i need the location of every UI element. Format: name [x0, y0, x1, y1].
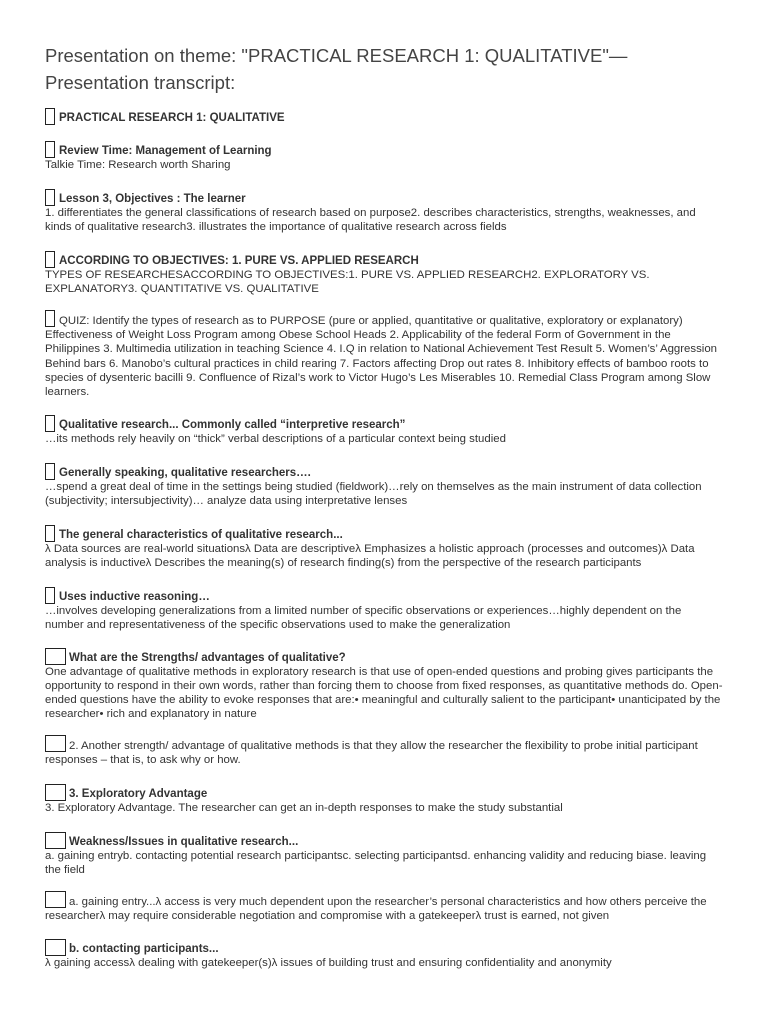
slide-7	[45, 460, 723, 508]
slide-7-heading: Generally speaking, qualitative researchers….	[59, 467, 311, 480]
slide-11	[45, 735, 723, 767]
slide-9-heading: Uses inductive reasoning…	[59, 591, 210, 604]
slide-1	[45, 105, 723, 125]
slide-thumbnail-placeholder-icon[interactable]	[45, 525, 55, 542]
slide-6-heading: Qualitative research... Commonly called “interpretive research”	[59, 419, 406, 432]
slide-13-heading: Weakness/Issues in qualitative research...	[69, 835, 299, 848]
slide-8-body: λ Data sources are real-world situationsλ Data are descriptiveλ Emphasizes a holistic approach (processes and outcomes)λ Data analysis is inductiveλ Describes the meaning(s) of research finding(s) from the perspective of the research participants	[45, 543, 695, 570]
slide-4-heading: ACCORDING TO OBJECTIVES: 1. PURE VS. APPLIED RESEARCH	[59, 255, 419, 267]
slide-10-header	[45, 645, 723, 665]
slide-9-header	[45, 584, 723, 604]
slide-15-header	[45, 936, 723, 956]
slide-15-heading: b. contacting participants...	[69, 943, 219, 956]
slide-15	[45, 936, 723, 970]
slide-thumbnail-placeholder-icon[interactable]	[45, 735, 66, 752]
slide-thumbnail-placeholder-icon[interactable]	[45, 415, 55, 432]
slide-5	[45, 310, 723, 399]
slide-thumbnail-placeholder-icon[interactable]	[45, 189, 55, 206]
slide-thumbnail-placeholder-icon[interactable]	[45, 463, 55, 480]
slide-thumbnail-placeholder-icon[interactable]	[45, 251, 55, 268]
slide-11-body: 2. Another strength/ advantage of qualitative methods is that they allow the researcher the flexibility to probe initial participant responses – that is, to ask why or how.	[45, 740, 698, 767]
slide-7-header	[45, 460, 723, 480]
slide-thumbnail-placeholder-icon[interactable]	[45, 939, 66, 956]
slide-3-body: 1. differentiates the general classifications of research based on purpose2. describes characteristics, strengths, weaknesses, and kinds of qualitative research3. illustrates the importance of qualitative research across fields	[45, 207, 696, 233]
slide-10-body: One advantage of qualitative methods in exploratory research is that use of open-ended questions and probing gives participants the opportunity to respond in their own words, rather than forcing them to choose from fixed responses, as quantitative methods do. Open-ended questions have the ability to evoke responses that are:• meaningful and culturally salient to the participant• unanticipated by the researcher• rich and explanatory in nature	[45, 666, 723, 721]
slide-thumbnail-placeholder-icon[interactable]	[45, 784, 66, 801]
slide-7-body: …spend a great deal of time in the settings being studied (fieldwork)…rely on themselves as the main instrument of data collection (subjectivity; intersubjectivity)… analyze data using interpretative lenses	[45, 481, 702, 508]
slide-thumbnail-placeholder-icon[interactable]	[45, 832, 66, 849]
slide-8	[45, 522, 723, 570]
slide-10	[45, 645, 723, 721]
slide-2	[45, 138, 723, 172]
slide-4-header	[45, 248, 723, 268]
slide-8-heading: The general characteristics of qualitative research...	[59, 529, 343, 542]
slide-thumbnail-placeholder-icon[interactable]	[45, 310, 55, 327]
slide-15-body: λ gaining accessλ dealing with gatekeeper(s)λ issues of building trust and ensuring confidentiality and anonymity	[45, 957, 612, 970]
slide-9	[45, 584, 723, 632]
slide-thumbnail-placeholder-icon[interactable]	[45, 587, 55, 604]
slide-3	[45, 186, 723, 234]
slide-11-content	[45, 735, 723, 767]
slide-14-body: a. gaining entry...λ access is very much dependent upon the researcher’s personal characteristics and how others perceive the researcherλ may require considerable negotiation and compromise with a gatekeeperλ trust is earned, not given	[45, 895, 707, 922]
slide-2-header	[45, 138, 723, 158]
slide-4	[45, 248, 723, 296]
slide-thumbnail-placeholder-icon[interactable]	[45, 141, 55, 158]
slide-12	[45, 781, 723, 815]
slide-13-body: a. gaining entryb. contacting potential research participantsc. selecting participantsd. enhancing validity and reducing biase. leaving the field	[45, 849, 707, 876]
slide-2-body: Talkie Time: Research worth Sharing	[45, 159, 231, 171]
slide-12-heading: 3. Exploratory Advantage	[69, 787, 208, 800]
slide-14	[45, 891, 723, 923]
slide-5-content	[45, 310, 723, 399]
slide-6	[45, 412, 723, 446]
slide-12-header	[45, 781, 723, 801]
slide-thumbnail-placeholder-icon[interactable]	[45, 648, 66, 665]
slide-thumbnail-placeholder-icon[interactable]	[45, 891, 66, 908]
slide-1-heading: PRACTICAL RESEARCH 1: QUALITATIVE	[59, 112, 285, 124]
slide-8-header	[45, 522, 723, 542]
slide-6-header	[45, 412, 723, 432]
slide-2-heading: Review Time: Management of Learning	[59, 145, 272, 157]
slide-9-body: …involves developing generalizations from a limited number of specific observations or experiences…highly dependent on the number and representativeness of the specific observations used to make the generalization	[45, 605, 682, 632]
slide-thumbnail-placeholder-icon[interactable]	[45, 108, 55, 125]
slide-10-heading: What are the Strengths/ advantages of qualitative?	[69, 652, 346, 665]
slide-13	[45, 829, 723, 877]
page-title: Presentation on theme: "PRACTICAL RESEARCH 1: QUALITATIVE"— Presentation transcript:	[45, 45, 628, 93]
slide-6-body: …its methods rely heavily on “thick” verbal descriptions of a particular context being studied	[45, 433, 506, 446]
slide-1-header	[45, 105, 723, 125]
slide-3-header	[45, 186, 723, 206]
slide-12-body: 3. Exploratory Advantage. The researcher can get an in-depth responses to make the study substantial	[45, 801, 563, 814]
slide-14-content	[45, 891, 723, 923]
slide-4-body: TYPES OF RESEARCHESACCORDING TO OBJECTIVES:1. PURE VS. APPLIED RESEARCH2. EXPLORATORY VS. EXPLANATORY3. QUANTITATIVE VS. QUALITATIVE	[45, 269, 650, 295]
slide-5-body: QUIZ: Identify the types of research as to PURPOSE (pure or applied, quantitative or qualitative, exploratory or explanatory) Effectiveness of Weight Loss Program among Obese School Heads 2. Applicability of the federal Form of Government in the Philippines 3. Multimedia utilization in teaching Science 4. I.Q in relation to National Achievement Test Result 5. Women’s’ Aggression Behind bars 6. Manobo’s cultural practices in child rearing 7. Factors affecting Drop out rates 8. Inhibitory effects of bamboo roots to species of dysenteric bacilli 9. Confluence of Rizal’s work to Victor Hugo’s Les Miserables 10. Remedial Class Program among Slow learners.	[45, 315, 717, 399]
slide-13-header	[45, 829, 723, 849]
slide-3-heading: Lesson 3, Objectives : The learner	[59, 193, 246, 205]
